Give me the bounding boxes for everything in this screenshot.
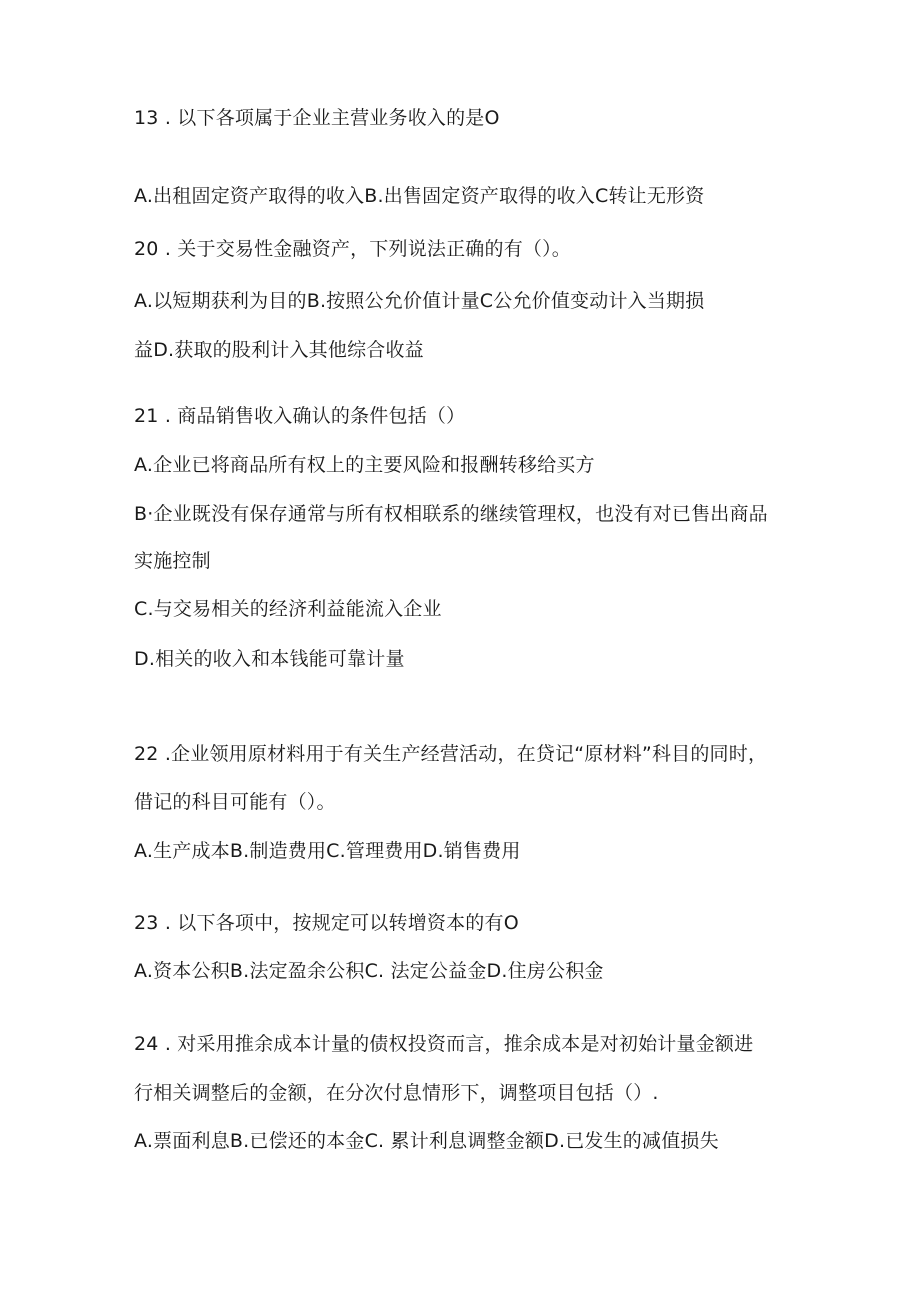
question-21: 21 . 商品销售收入确认的条件包括（） (134, 405, 466, 427)
question-21-option-a: A.企业已将商品所有权上的主要风险和报酬转移给买方 (134, 454, 595, 476)
question-21-option-d: D.相关的收入和本钱能可靠计量 (134, 648, 405, 670)
question-23-options: A.资本公积B.法定盈余公积C. 法定公益金D.住房公积金 (134, 960, 604, 982)
question-20: 20 . 关于交易性金融资产，下列说法正确的有（）。 (134, 238, 571, 260)
question-22-line-1: 22 .企业领用原材料用于有关生产经营活动，在贷记“原材料”科目的同时， (134, 743, 768, 765)
question-21-option-b-line-2: 实施控制 (134, 550, 211, 572)
question-24-line-1: 24 . 对采用推余成本计量的债权投资而言，推余成本是对初始计量金额进 (134, 1033, 754, 1055)
question-20-options-line-2: 益D.获取的股利计入其他综合收益 (134, 339, 424, 361)
question-22-line-2: 借记的科目可能有（）。 (134, 791, 336, 813)
question-13: 13 . 以下各项属于企业主营业务收入的是O (134, 107, 500, 129)
question-13-options: A.出租固定资产取得的收入B.出售固定资产取得的收入C转让无形资 (134, 185, 705, 207)
question-24-line-2: 行相关调整后的金额，在分次付息情形下，调整项目包括（）. (134, 1082, 659, 1104)
question-22-options: A.生产成本B.制造费用C.管理费用D.销售费用 (134, 840, 521, 862)
question-24-options: A.票面利息B.已偿还的本金C. 累计利息调整金额D.已发生的减值损失 (134, 1130, 719, 1152)
question-21-option-c: C.与交易相关的经济利益能流入企业 (134, 598, 442, 620)
question-21-option-b-line-1: B·企业既没有保存通常与所有权相联系的继续管理权，也没有对已售出商品 (134, 503, 768, 525)
question-23: 23 . 以下各项中，按规定可以转增资本的有O (134, 912, 519, 934)
question-20-options-line-1: A.以短期获利为目的B.按照公允价值计量C公允价值变动计入当期损 (134, 290, 705, 312)
